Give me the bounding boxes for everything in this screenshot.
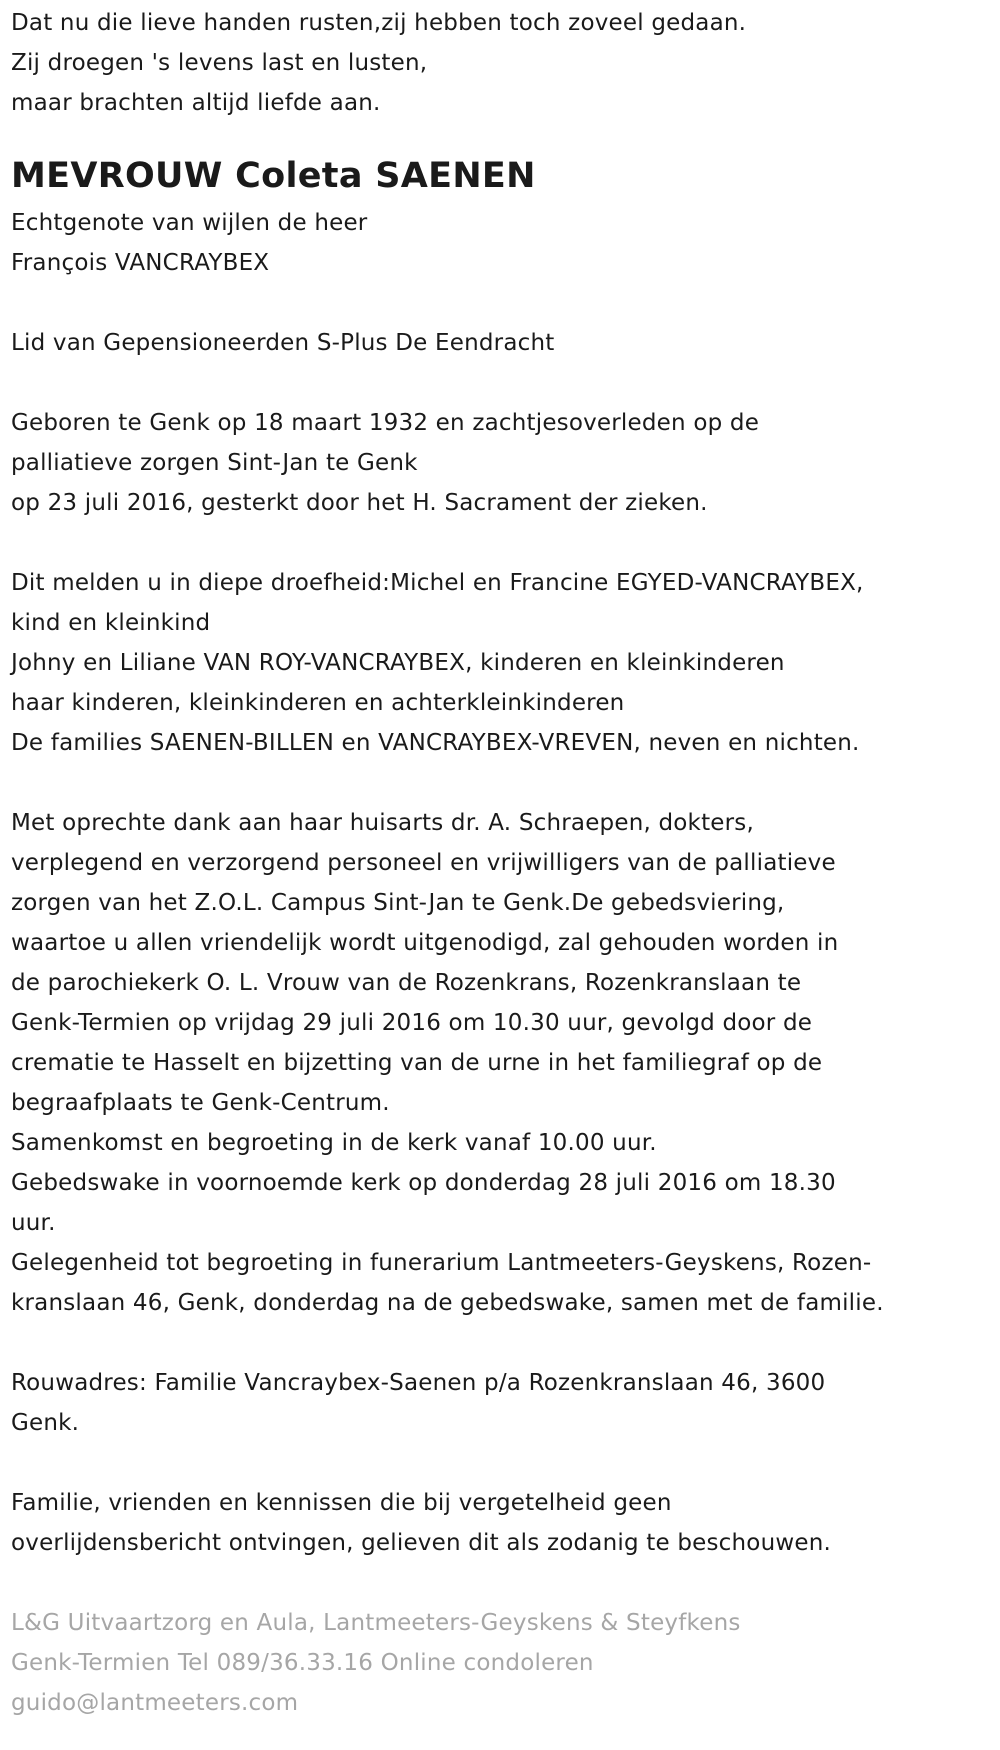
address-line: Genk. <box>11 1410 80 1436</box>
family-line: De families SAENEN-BILLEN en VANCRAYBEX-VREVEN, neven en nichten. <box>11 730 860 756</box>
poem-line: Dat nu die lieve handen rusten,zij hebben toch zoveel gedaan. <box>11 10 747 36</box>
footer-line: L&G Uitvaartzorg en Aula, Lantmeeters-Geyskens & Steyfkens <box>11 1610 741 1636</box>
ceremony-line: zorgen van het Z.O.L. Campus Sint-Jan te Genk.De gebedsviering, <box>11 890 785 916</box>
obituary-notice <box>11 0 991 1723</box>
footer-email[interactable]: guido@lantmeeters.com <box>11 1690 299 1716</box>
ceremony-line: begraafplaats te Genk-Centrum. <box>11 1090 390 1116</box>
ceremony-info <box>11 803 991 1323</box>
notice-line: Familie, vrienden en kennissen die bij vergetelheid geen <box>11 1490 672 1516</box>
notice-line: overlijdensbericht ontvingen, gelieven dit als zodanig te beschouwen. <box>11 1530 831 1556</box>
family-line: Johny en Liliane VAN ROY-VANCRAYBEX, kinderen en kleinkinderen <box>11 650 785 676</box>
birth-death-line: palliatieve zorgen Sint-Jan te Genk <box>11 450 418 476</box>
family-line: haar kinderen, kleinkinderen en achterkleinkinderen <box>11 690 625 716</box>
birth-death-info <box>11 403 991 523</box>
address-line: Rouwadres: Familie Vancraybex-Saenen p/a Rozenkranslaan 46, 3600 <box>11 1370 826 1396</box>
notice <box>11 1483 991 1563</box>
ceremony-line: Samenkomst en begroeting in de kerk vanaf 10.00 uur. <box>11 1130 657 1156</box>
birth-death-line: op 23 juli 2016, gesterkt door het H. Sacrament der zieken. <box>11 490 708 516</box>
ceremony-line: waartoe u allen vriendelijk wordt uitgenodigd, zal gehouden worden in <box>11 930 839 956</box>
poem-line: Zij droegen 's levens last en lusten, <box>11 50 428 76</box>
poem-line: maar brachten altijd liefde aan. <box>11 90 381 116</box>
mourning-address <box>11 1363 991 1443</box>
family-line: Dit melden u in diepe droefheid:Michel en Francine EGYED-VANCRAYBEX, <box>11 570 864 596</box>
footer-line: Genk-Termien Tel 089/36.33.16 Online condoleren <box>11 1650 594 1676</box>
ceremony-line: crematie te Hasselt en bijzetting van de urne in het familiegraf op de <box>11 1050 823 1076</box>
ceremony-line: kranslaan 46, Genk, donderdag na de gebedswake, samen met de familie. <box>11 1290 884 1316</box>
spouse-info <box>11 203 991 283</box>
ceremony-line: Genk-Termien op vrijdag 29 juli 2016 om 10.30 uur, gevolgd door de <box>11 1010 813 1036</box>
ceremony-line: uur. <box>11 1210 56 1236</box>
ceremony-line: verplegend en verzorgend personeel en vrijwilligers van de palliatieve <box>11 850 836 876</box>
family-line: kind en kleinkind <box>11 610 211 636</box>
ceremony-line: Met oprechte dank aan haar huisarts dr. A. Schraepen, dokters, <box>11 810 754 836</box>
spouse-line: François VANCRAYBEX <box>11 250 270 276</box>
birth-death-line: Geboren te Genk op 18 maart 1932 en zachtjesoverleden op de <box>11 410 760 436</box>
ceremony-line: Gebedswake in voornoemde kerk op donderdag 28 juli 2016 om 18.30 <box>11 1170 836 1196</box>
funeral-home-footer <box>11 1603 991 1723</box>
ceremony-line: Gelegenheid tot begroeting in funerarium Lantmeeters-Geyskens, Rozen- <box>11 1250 872 1276</box>
deceased-name: MEVROUW Coleta SAENEN <box>11 156 536 196</box>
membership: Lid van Gepensioneerden S-Plus De Eendracht <box>11 330 555 356</box>
poem <box>11 3 991 123</box>
spouse-line: Echtgenote van wijlen de heer <box>11 210 368 236</box>
family-list <box>11 563 991 763</box>
ceremony-line: de parochiekerk O. L. Vrouw van de Rozenkrans, Rozenkranslaan te <box>11 970 802 996</box>
